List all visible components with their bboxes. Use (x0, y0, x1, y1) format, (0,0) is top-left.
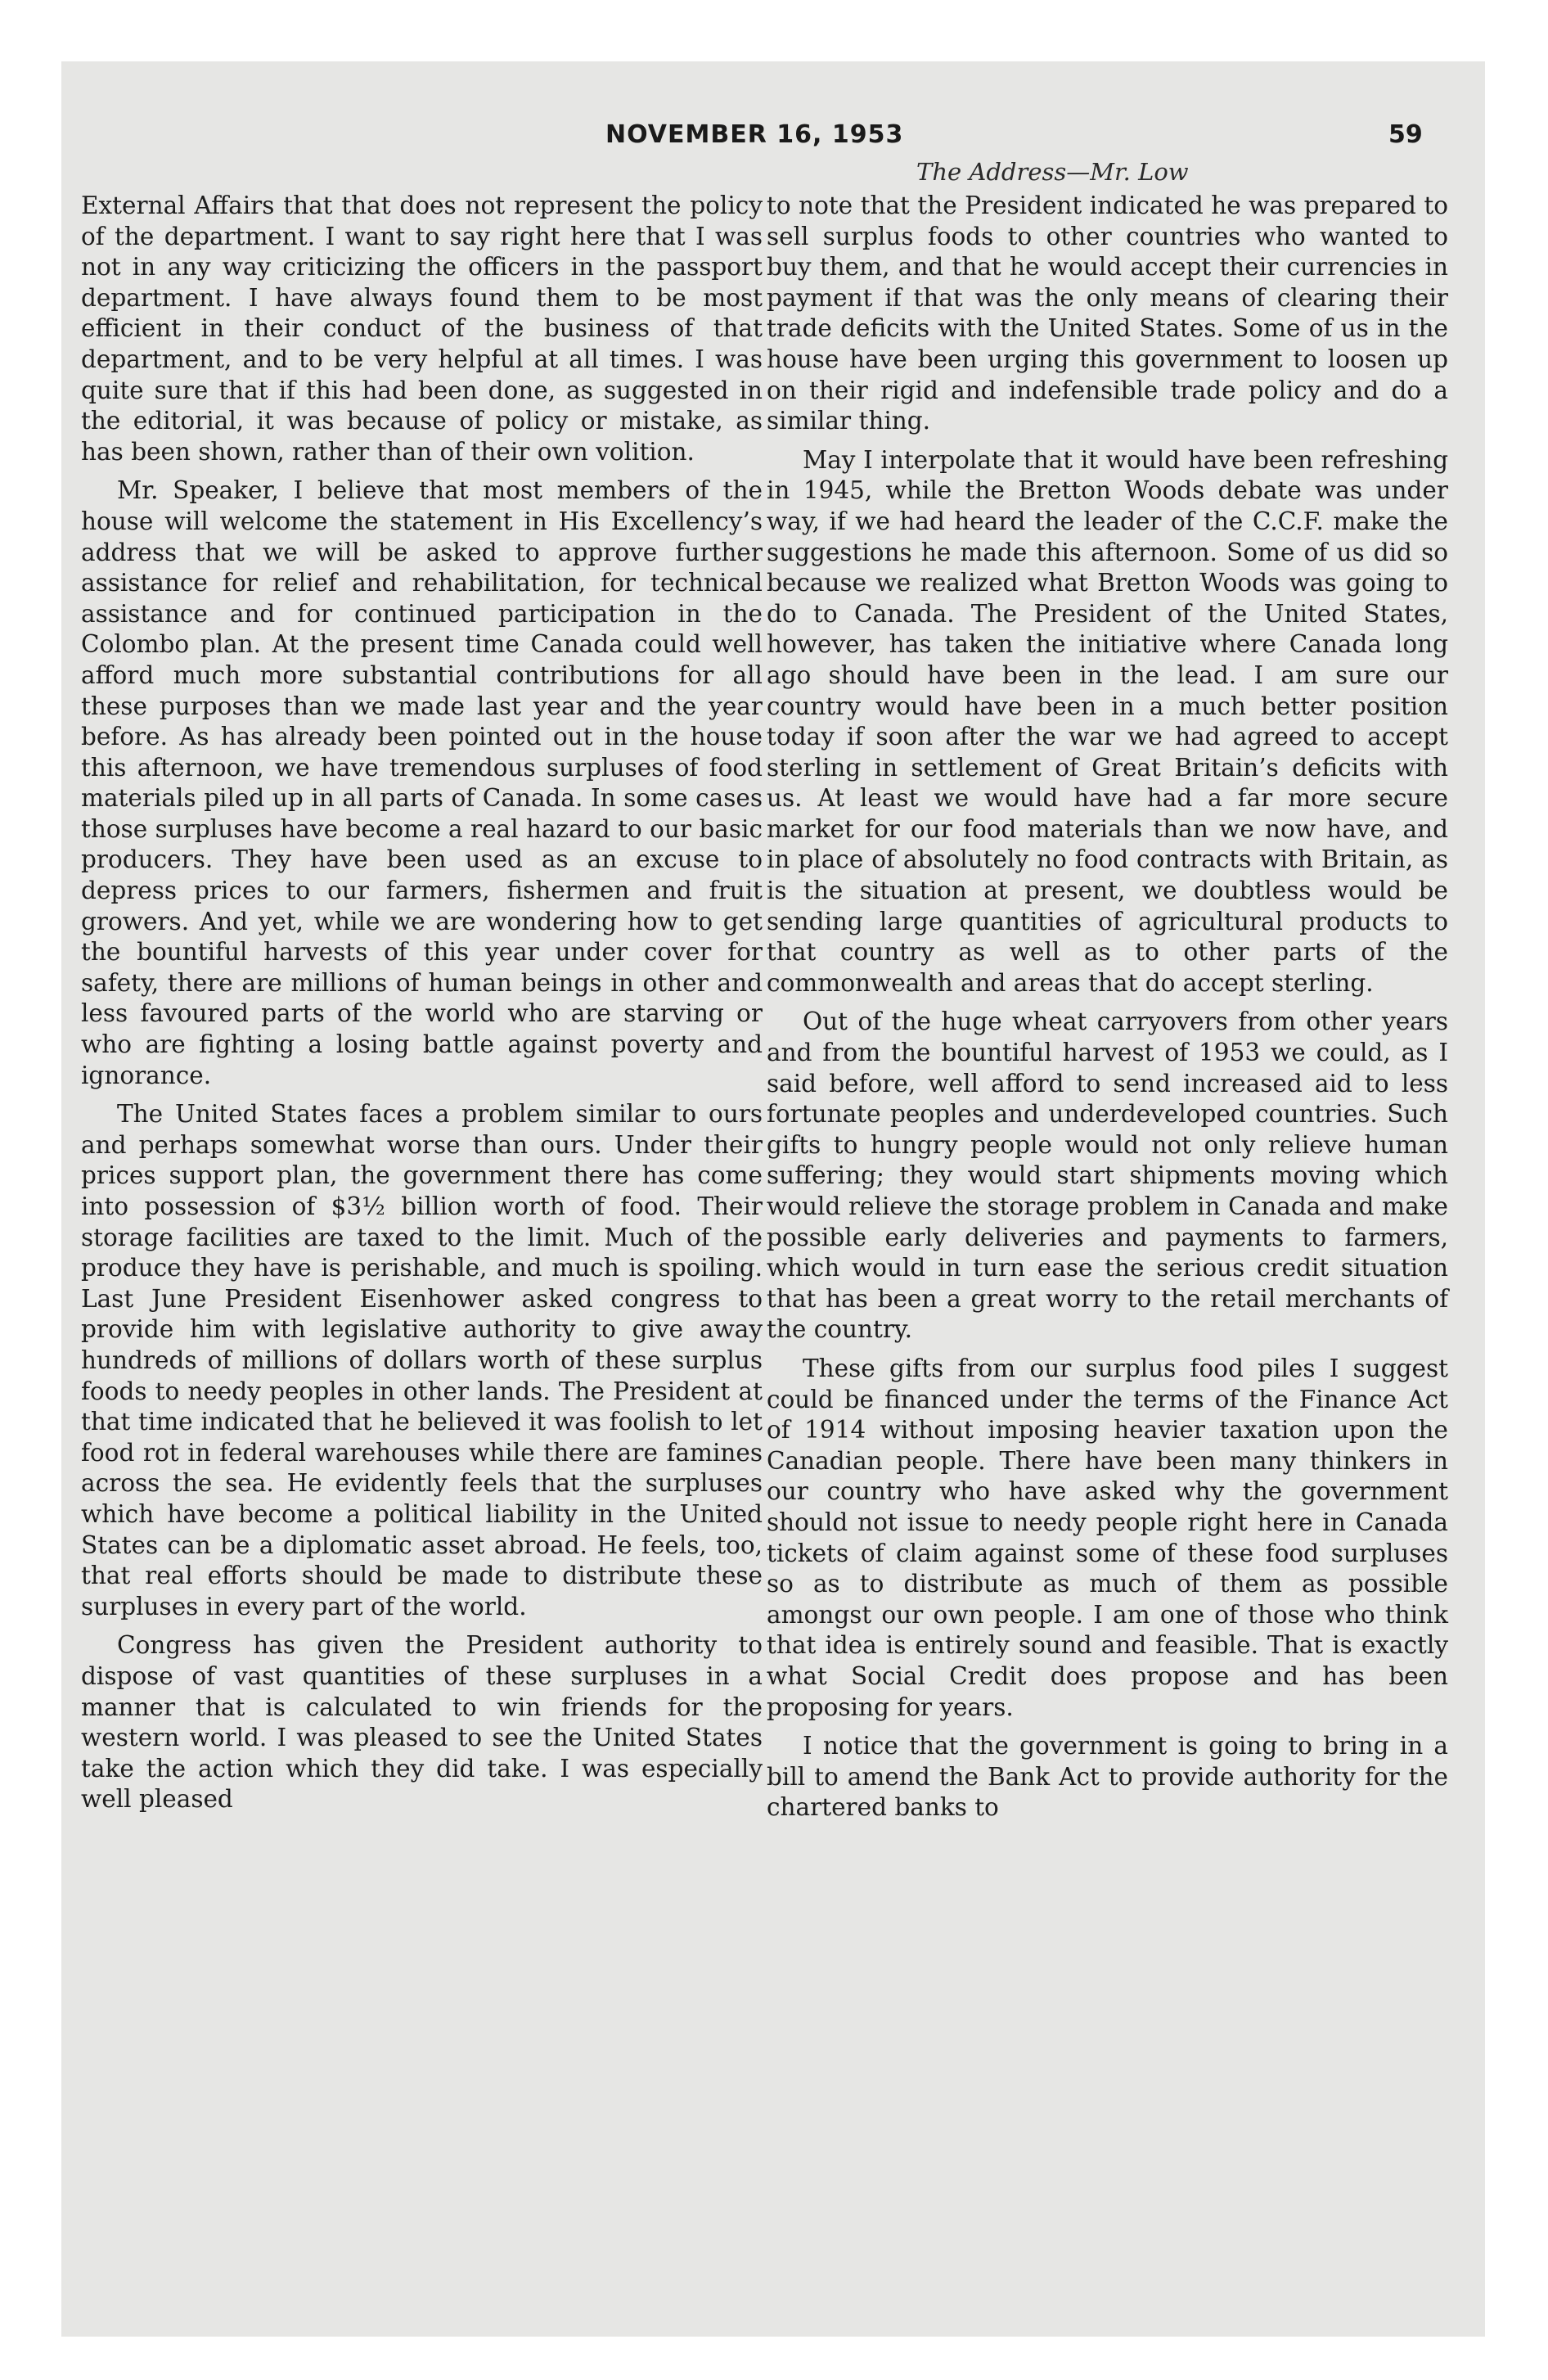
paragraph: The United States faces a problem similar to ours and perhaps somewhat worse than ours. Under their prices support plan, the government there has come into possession of $3½ billion worth of food. Their storage facilities are taxed to the limit. Much of the produce they have is perishable, and much is spoiling. Last June President Eisenhower asked congress to provide him with legislative authority to give away hundreds of millions of dollars worth of these surplus foods to needy peoples in other lands. The President at that time indicated that he believed it was foolish to let food rot in federal warehouses while there are famines across the sea. He evidently feels that the surpluses which have become a political liability in the United States can be a diplomatic asset abroad. He feels, too, that real efforts should be made to distribute these surpluses in every part of the world. (81, 1100, 763, 1620)
paragraph: May I interpolate that it would have been refreshing in 1945, while the Bretton Woods debate was under way, if we had heard the leader of the C.C.F. make the suggestions he made this afternoon. Some of us did so because we realized what Bretton Woods was going to do to Canada. The President of the United States, however, has taken the initiative where Canada long ago should have been in the lead. I am sure our country would have been in a much better position today if soon after the war we had agreed to accept sterling in settlement of Great Britain’s deficits with us. At least we would have had a far more secure market for our food materials than we now have, and in place of absolutely no food contracts with Britain, as is the situation at present, we doubtless would be sending large quantities of agricultural products to that country as well as to other parts of the commonwealth and areas that do accept sterling. (767, 445, 1448, 997)
page-sheet (61, 61, 1485, 2337)
header-date: NOVEMBER 16, 1953 (605, 120, 904, 149)
right-column (767, 191, 1448, 1832)
running-head: The Address—Mr. Low (916, 158, 1189, 186)
page-header (61, 120, 1485, 153)
paragraph: Out of the huge wheat carryovers from other years and from the bountiful harvest of 1953 we could, as I said before, well afford to send increased aid to less fortunate peoples and underdeveloped countries. Such gifts to hungry people would not only relieve human suffering; they would start shipments moving which would relieve the storage problem in Canada and make possible early deliveries and payments to farmers, which would in turn ease the serious credit situation that has been a great worry to the retail merchants of the country. (767, 1007, 1448, 1344)
paragraph: to note that the President indicated he was prepared to sell surplus foods to other countries who wanted to buy them, and that he would accept their currencies in payment if that was the only means of clearing their trade deficits with the United States. Some of us in the house have been urging this government to loosen up on their rigid and indefensible trade policy and do a similar thing. (767, 192, 1448, 435)
paragraph: Congress has given the President authority to dispose of vast quantities of these surpluses in a manner that is calculated to win friends for the western world. I was pleased to see the United States take the action which they did take. I was especially well pleased (81, 1631, 763, 1814)
paragraph: I notice that the government is going to bring in a bill to amend the Bank Act to provide authority for the chartered banks to (767, 1732, 1448, 1822)
left-column (81, 191, 763, 1823)
paragraph: Mr. Speaker, I believe that most members of the house will welcome the statement in His Excellency’s address that we will be asked to approve further assistance for relief and rehabilitation, for technical assistance and for continued participation in the Colombo plan. At the present time Canada could well afford much more substantial contributions for all these purposes than we made last year and the year before. As has already been pointed out in the house this afternoon, we have tremendous surpluses of food materials piled up in all parts of Canada. In some cases those surpluses have become a real hazard to our basic producers. They have been used as an excuse to depress prices to our farmers, fishermen and fruit growers. And yet, while we are wondering how to get the bountiful harvests of this year under cover for safety, there are millions of human beings in other and less favoured parts of the world who are starving or who are fighting a losing battle against poverty and ignorance. (81, 476, 763, 1089)
page-number: 59 (1388, 120, 1423, 149)
paragraph: External Affairs that that does not represent the policy of the department. I want to say right here that I was not in any way criticizing the officers in the passport department. I have always found them to be most efficient in their conduct of the business of that department, and to be very helpful at all times. I was quite sure that if this had been done, as suggested in the editorial, it was because of policy or mistake, as has been shown, rather than of their own volition. (81, 192, 763, 466)
paragraph: These gifts from our surplus food piles I suggest could be financed under the terms of the Finance Act of 1914 without imposing heavier taxation upon the Canadian people. There have been many thinkers in our country who have asked why the government should not issue to needy people right here in Canada tickets of claim against some of these food surpluses so as to distribute as much of them as possible amongst our own people. I am one of those who think that idea is entirely sound and feasible. That is exactly what Social Credit does propose and has been proposing for years. (767, 1354, 1448, 1721)
